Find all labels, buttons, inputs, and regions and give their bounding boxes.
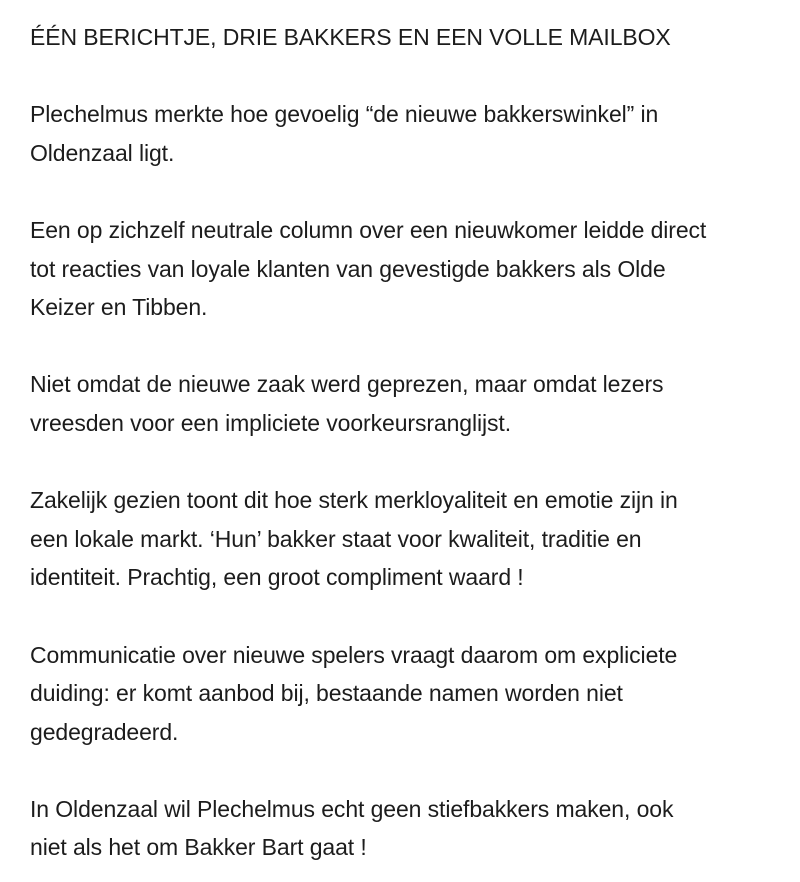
paragraph-4	[30, 481, 800, 597]
paragraph-line: Niet omdat de nieuwe zaak werd geprezen, maar omdat lezers	[30, 371, 664, 398]
document-title: ÉÉN BERICHTJE, DRIE BAKKERS EN EEN VOLLE MAILBOX	[30, 24, 671, 50]
paragraph-6	[30, 790, 800, 867]
paragraph-line: vreesden voor een impliciete voorkeursranglijst.	[30, 409, 511, 436]
paragraph-line: niet als het om Bakker Bart gaat !	[30, 834, 367, 861]
paragraph-line: Plechelmus merkte hoe gevoelig “de nieuwe bakkerswinkel” in	[30, 101, 659, 128]
paragraph-line: identiteit. Prachtig, een groot compliment waard !	[30, 564, 524, 591]
paragraph-line: Een op zichzelf neutrale column over een nieuwkomer leidde direct	[30, 216, 707, 243]
paragraph-line: Keizer en Tibben.	[30, 294, 208, 321]
paragraph-1	[30, 95, 800, 172]
paragraph-line: Oldenzaal ligt.	[30, 139, 175, 166]
paragraph-line: Zakelijk gezien toont dit hoe sterk merkloyaliteit en emotie zijn in	[30, 487, 678, 514]
paragraph-line: een lokale markt. ‘Hun’ bakker staat voor kwaliteit, traditie en	[30, 525, 642, 552]
paragraph-line: duiding: er komt aanbod bij, bestaande namen worden niet	[30, 680, 623, 707]
paragraph-line: Communicatie over nieuwe spelers vraagt daarom om expliciete	[30, 641, 678, 668]
paragraph-line: gedegradeerd.	[30, 718, 179, 745]
paragraph-line: tot reacties van loyale klanten van gevestigde bakkers als Olde	[30, 255, 666, 282]
document-body	[30, 18, 800, 867]
paragraph-3	[30, 365, 800, 442]
paragraph-2	[30, 211, 800, 327]
paragraph-line: In Oldenzaal wil Plechelmus echt geen stiefbakkers maken, ook	[30, 795, 674, 822]
paragraph-5	[30, 636, 800, 752]
